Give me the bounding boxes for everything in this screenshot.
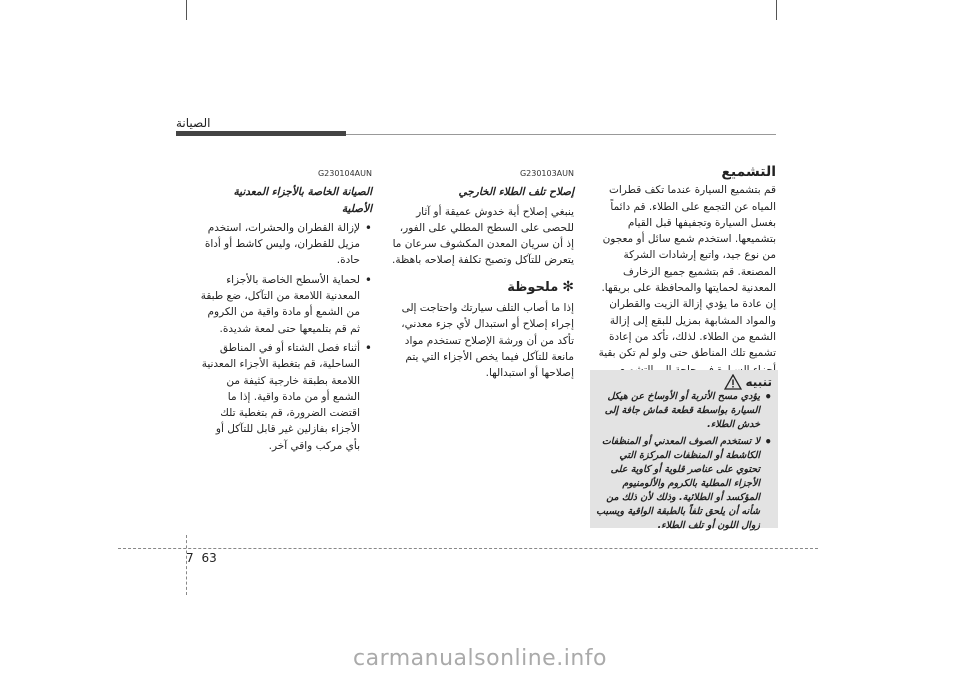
list-item: • لحماية الأسطح الخاصة بالأجزاء المعدنية اللامعة من التآكل، ضع طبقة من الشمع أو مادة واقية من الكروم ثم قم بتلميعها حتى لمعة شديدة.: [200, 272, 360, 337]
section-code: G230103AUN: [519, 169, 574, 178]
section-heading: التشميع: [721, 164, 776, 180]
paragraph: إذا ما أصاب التلف سيارتك واحتاجت إلى إجراء إصلاح أو استبدال لأي جزء معدني، تأكد من أن ورشة الإصلاح تستخدم مواد مانعة للتآكل فيما يخص الأجزاء التي يتم إصلاحها أو استبدالها.: [401, 302, 574, 380]
caution-box: [590, 370, 778, 531]
page-number-value: 63: [201, 551, 217, 565]
column-left: [200, 166, 372, 457]
section-code: G230104AUN: [317, 169, 372, 178]
warning-icon: [724, 374, 742, 390]
paragraph: ينبغي إصلاح أية خدوش عميقة أو آثار للحصى على السطح المطلي على الفور، إذ أن سريان المعدن المكشوف سرعان ما يتعرض للتآكل وتصبح تكلفة إصلاحه باهظة.: [392, 205, 574, 267]
list-item: • لا تستخدم الصوف المعدني أو المنظفات الكاشطة أو المنظفات المركزة التي تحتوي على عناصر قلوية أو كاوية على الأجزاء المطلية بالكروم والألومنيوم المؤكسد أو الطلائية. وذلك لأن ذلك من شأنه أن يلحق تلفاً بالطبقة الواقية ويسبب زوال اللون أو تلف الطلاء.: [596, 435, 760, 533]
page-number: [186, 551, 217, 565]
note-subheading: [390, 279, 574, 296]
footer-divider: [118, 548, 818, 549]
crop-mark: [776, 0, 777, 20]
crop-mark: [186, 0, 187, 20]
caution-list: [596, 390, 772, 533]
list-item: • يؤدي مسح الأتربة أو الأوساخ عن هيكل السيارة بواسطة قطعة قماش جافة إلى خدش الطلاء.: [596, 390, 760, 432]
list-item: • أثناء فصل الشتاء أو في المناطق الساحلية، قم بتغطية الأجزاء المعدنية اللامعة بطبقة خارجية كثيفة من الشمع أو من مادة واقية. إذا ما اقتضت الضرورة، قم بتغطية تلك الأجزاء بفازلين غير قابل للتآكل أو بأي مركب واقي آخر.: [200, 340, 360, 454]
bullet-list: [200, 220, 372, 454]
section-heading: إصلاح تلف الطلاء الخارجي: [458, 186, 574, 199]
column-middle: [390, 166, 574, 382]
column-right: [592, 164, 776, 378]
footer-vertical-divider: [186, 535, 187, 595]
caution-header: [596, 374, 772, 390]
watermark-text: carmanualsonline.info: [353, 646, 607, 671]
note-subheading-label: ملحوظة: [507, 279, 559, 295]
chapter-number: 7: [186, 551, 194, 565]
section-heading: الصيانة الخاصة بالأجزاء المعدنية الأصلية: [233, 186, 372, 215]
page-title: الصيانة: [176, 116, 211, 130]
caution-title: تنبيه: [745, 375, 772, 389]
header-rule-thick: [176, 131, 346, 136]
paragraph: قم بتشميع السيارة عندما تكف قطرات المياه عن التجمع على الطلاء. قم دائماً بغسل السيارة وتجفيفها قبل القيام بتشميعها. استخدم شمع سائل أو معجون من نوع جيد، واتبع إرشادات الشركة المصنعة. قم بتشميع جميع الزخارف المعدنية لحمايتها والمحافظة على بريقها. إن عادة ما يؤدي إزالة الزيت والقطران والمواد المشابهة بمزيل للبقع إلى إزالة الشمع من الطلاء. لذلك، تأكد من إعادة تشميع تلك المناطق حتى ولو لم تكن بقية: [598, 184, 776, 360]
list-item: • لإزالة القطران والحشرات، استخدم مزيل للقطران، وليس كاشط أو أداة حادة.: [200, 220, 360, 269]
star-icon: ✻: [562, 278, 574, 295]
